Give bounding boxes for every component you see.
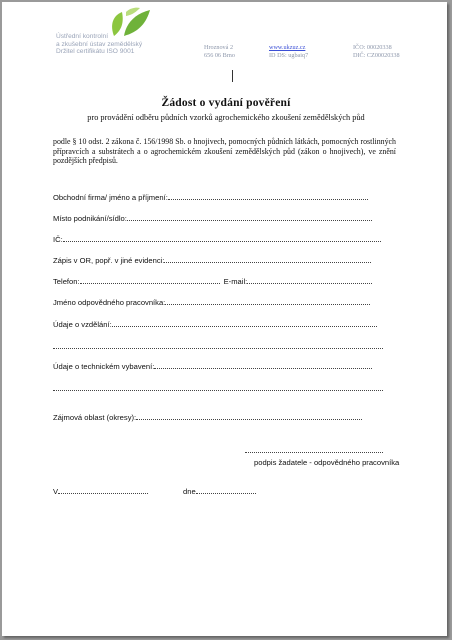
place-label: Místo podnikání/sídlo: (53, 214, 127, 223)
education-label: Údaje o vzdělání: (53, 320, 112, 329)
place-field[interactable] (53, 214, 372, 223)
register-field[interactable] (53, 256, 371, 265)
dic-number: DIČ: CZ00020338 (353, 51, 400, 59)
address-line: 656 06 Brno (204, 51, 235, 59)
address-block (204, 44, 235, 59)
ico-number: IČO: 00020338 (353, 44, 392, 51)
contact-block (269, 44, 308, 59)
responsible-field[interactable] (53, 298, 370, 307)
place-signed-field[interactable] (53, 487, 148, 496)
firm-blank[interactable] (168, 193, 368, 200)
equipment-blank[interactable] (154, 362, 372, 369)
date-signed-field[interactable] (183, 487, 256, 496)
equipment-field[interactable] (53, 362, 372, 371)
org-line: Ústřední kontrolní (56, 33, 109, 40)
registration-ids (353, 44, 400, 59)
education-blank[interactable] (112, 320, 377, 327)
register-blank[interactable] (164, 256, 371, 263)
data-box-id: ID DS: ugbaiq7 (269, 51, 309, 59)
document-title: Žádost o vydání pověření (161, 97, 291, 109)
firm-label: Obchodní firma/ jméno a příjmení: (53, 193, 168, 202)
website-link[interactable]: www.ukzuz.cz (269, 44, 306, 51)
signature-line[interactable] (245, 452, 383, 453)
text-cursor (232, 70, 233, 82)
responsible-blank[interactable] (165, 298, 370, 305)
organization-name (56, 33, 142, 56)
org-line: a zkušební ústav zemědělský (56, 40, 143, 48)
equipment-extra-line[interactable] (53, 390, 383, 391)
email-label: E-mail: (223, 277, 248, 286)
area-label: Zájmová oblast (okresy): (53, 413, 137, 422)
place-blank[interactable] (127, 214, 372, 221)
phone-label: Telefon: (53, 277, 80, 286)
education-extra-line[interactable] (53, 348, 383, 349)
ic-blank[interactable] (63, 235, 381, 242)
phone-blank[interactable] (80, 277, 220, 284)
equipment-label: Údaje o technickém vybavení: (53, 362, 155, 371)
place-signed-label: V (53, 487, 59, 496)
document-subtitle: pro provádění odběru půdních vzorků agrochemického zkoušení zemědělských půd (87, 113, 365, 122)
register-label: Zápis v OR, popř. v jiné evidenci: (53, 256, 165, 265)
email-blank[interactable] (247, 277, 372, 284)
org-line: Držitel certifikátu ISO 9001 (56, 48, 135, 56)
date-signed-label: dne (183, 487, 196, 496)
area-blank[interactable] (136, 413, 362, 420)
address-line: Hroznová 2 (204, 44, 234, 51)
ic-label: IČ: (53, 235, 63, 244)
date-signed-blank[interactable] (196, 487, 256, 494)
ic-field[interactable] (53, 235, 381, 244)
area-field[interactable] (53, 413, 362, 422)
signature-label: podpis žadatele - odpovědného pracovníka (254, 458, 400, 467)
firm-field[interactable] (53, 193, 368, 202)
place-signed-blank[interactable] (58, 487, 148, 494)
phone-email-field[interactable] (53, 277, 372, 286)
education-field[interactable] (53, 320, 377, 329)
responsible-label: Jméno odpovědného pracovníka: (53, 298, 166, 307)
legal-basis-paragraph: podle § 10 odst. 2 zákona č. 156/1998 Sb. o hnojivech, pomocných půdních látkách, pomocných rostlinných přípravcích a substrátech a o agrochemickém zkoušení zemědělských půd (zákon o hnojivech), ve znění pozdějších předpisů. (53, 137, 396, 166)
